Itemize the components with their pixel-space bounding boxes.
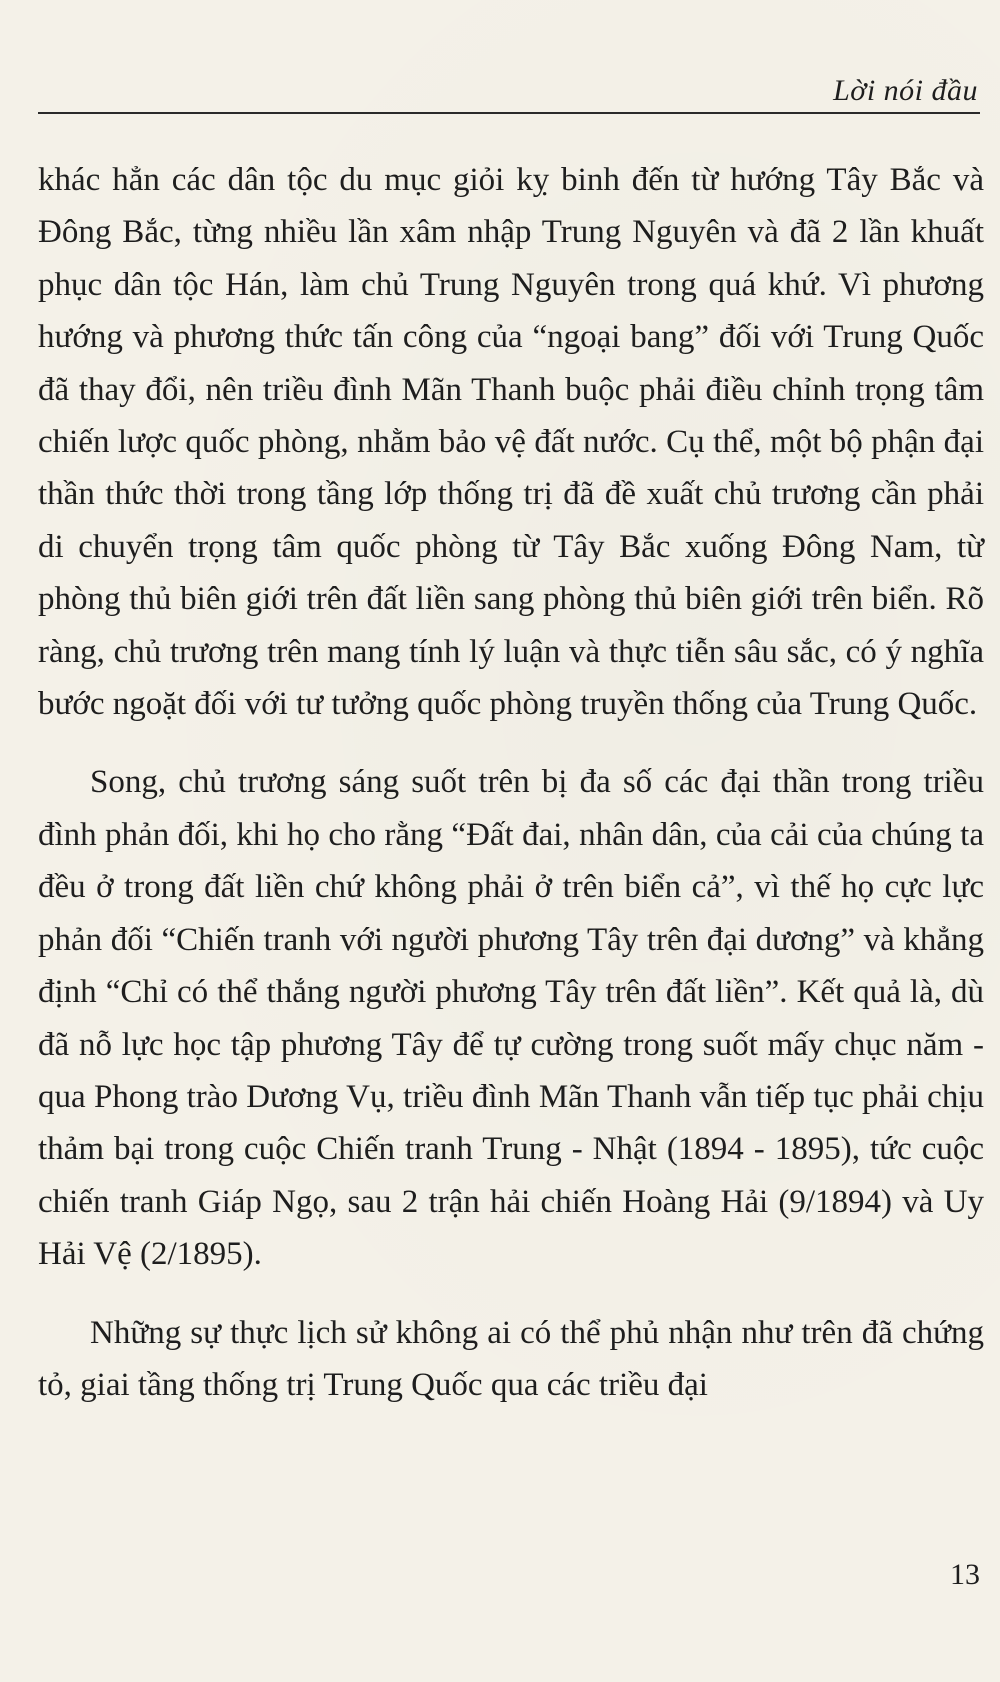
paragraph-1: khác hẳn các dân tộc du mục giỏi kỵ binh đến từ hướng Tây Bắc và Đông Bắc, từng nhiều lần xâm nhập Trung Nguyên và đã 2 lần khuất phục dân tộc Hán, làm chủ Trung Nguyên trong quá khứ. Vì phương hướng và phương thức tấn công của “ngoại bang” đối với Trung Quốc đã thay đổi, nên triều đình Mãn Thanh buộc phải điều chỉnh trọng tâm chiến lược quốc phòng, nhằm bảo vệ đất nước. Cụ thể, một bộ phận đại thần thức thời trong tầng lớp thống trị đã đề xuất chủ trương cần phải di chuyển trọng tâm quốc phòng từ Tây Bắc xuống Đông Nam, từ phòng thủ biên giới trên đất liền sang phòng thủ biên giới trên biển. Rõ ràng, chủ trương trên mang tính lý luận và thực tiễn sâu sắc, có ý nghĩa bước ngoặt đối với tư tưởng quốc phòng truyền thống của Trung Quốc. — [38, 162, 984, 723]
body-text — [38, 154, 984, 1411]
page-number: 13 — [950, 1558, 980, 1591]
running-header-title: Lời nói đầu — [833, 74, 978, 107]
running-header — [38, 72, 980, 114]
paragraph-2: Song, chủ trương sáng suốt trên bị đa số các đại thần trong triều đình phản đối, khi họ cho rằng “Đất đai, nhân dân, của cải của chúng ta đều ở trong đất liền chứ không phải ở trên biển cả”, vì thế họ cực lực phản đối “Chiến tranh với người phương Tây trên đại dương” và khẳng định “Chỉ có thể thắng người phương Tây trên đất liền”. Kết quả là, dù đã nỗ lực học tập phương Tây để tự cường trong suốt mấy chục năm - qua Phong trào Dương Vụ, triều đình Mãn Thanh vẫn tiếp tục phải chịu thảm bại trong cuộc Chiến tranh Trung - Nhật (1894 - 1895), tức cuộc chiến tranh Giáp Ngọ, sau 2 trận hải chiến Hoàng Hải (9/1894) và Uy Hải Vệ (2/1895). — [38, 764, 984, 1273]
paragraph-3: Những sự thực lịch sử không ai có thể phủ nhận như trên đã chứng tỏ, giai tầng thống trị Trung Quốc qua các triều đại — [38, 1314, 984, 1403]
